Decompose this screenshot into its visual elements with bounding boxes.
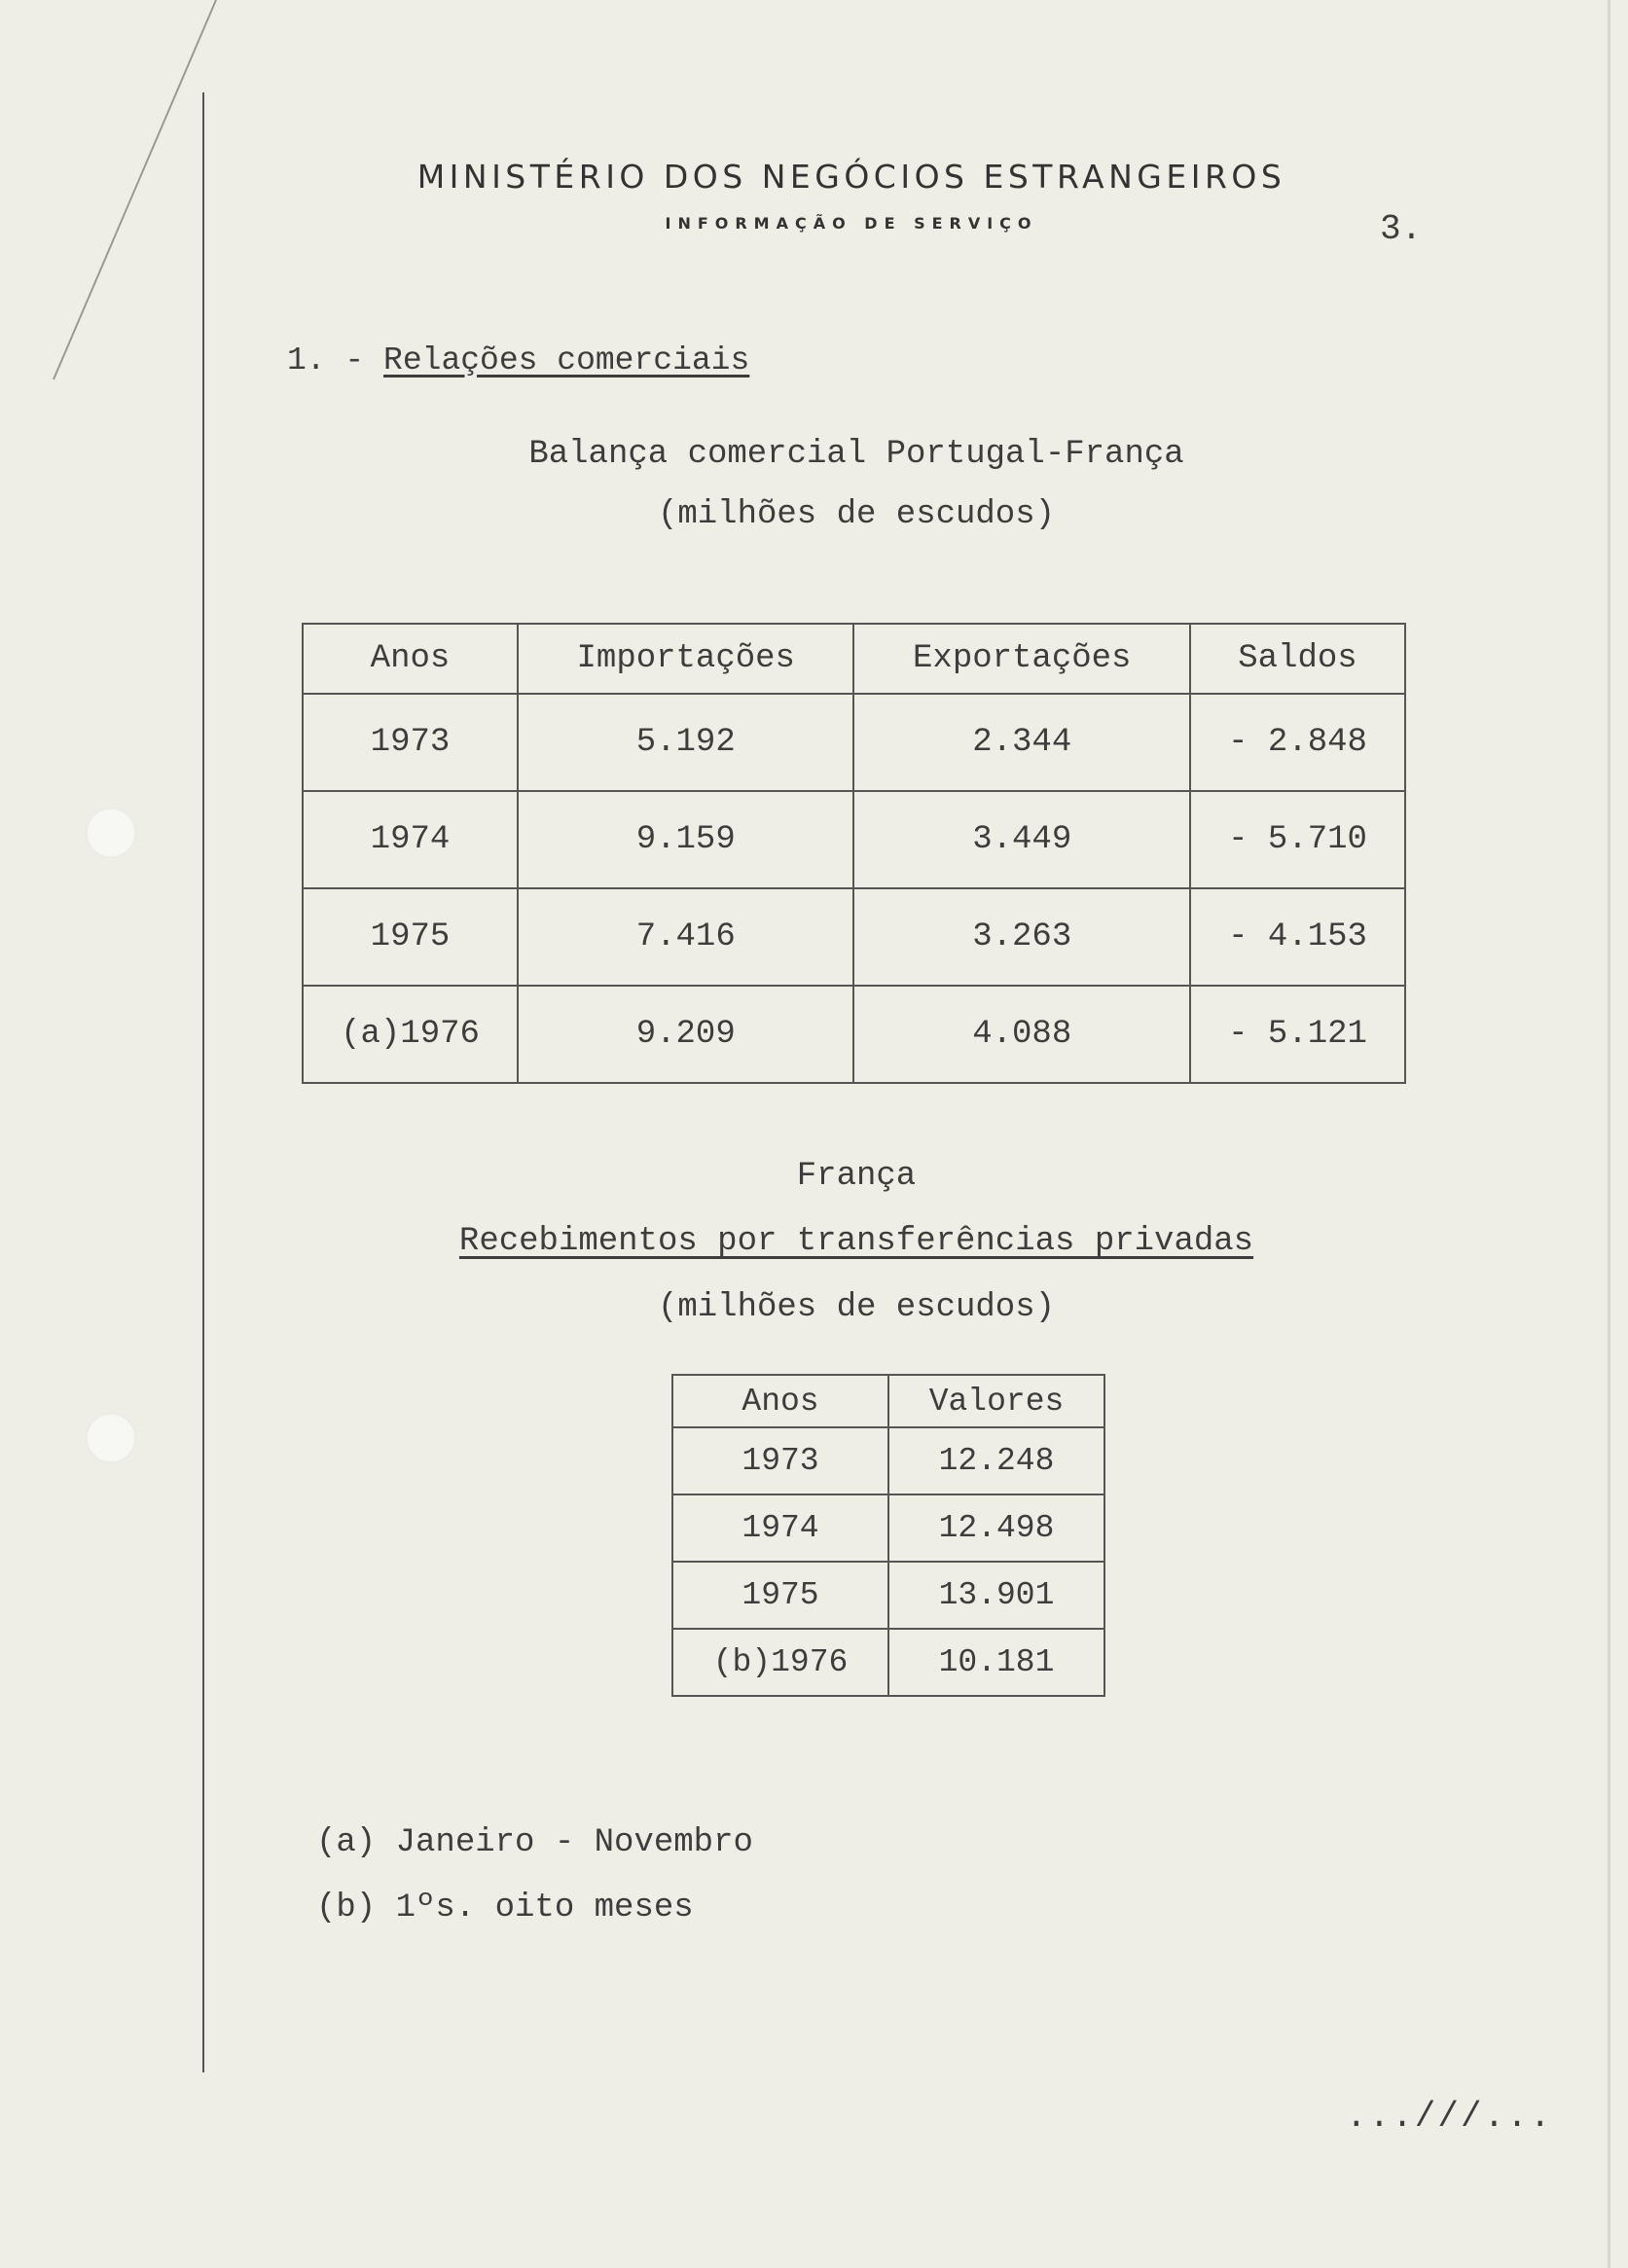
table-cell: 12.248	[888, 1427, 1104, 1494]
table-cell: 9.209	[518, 986, 854, 1083]
table-row	[303, 986, 1405, 1083]
table-cell: - 4.153	[1190, 888, 1405, 986]
table1-title: Balança comercial Portugal-França	[528, 436, 1184, 473]
table-cell: 5.192	[518, 694, 854, 791]
table-cell: 3.263	[853, 888, 1190, 986]
table-cell: 1974	[303, 791, 518, 888]
table-cell: - 2.848	[1190, 694, 1405, 791]
table-cell: 1975	[303, 888, 518, 986]
table-cell: 1973	[672, 1427, 888, 1494]
table-cell: 1975	[672, 1562, 888, 1629]
table-row	[672, 1562, 1104, 1629]
punch-hole-bottom	[86, 1413, 136, 1463]
table2-units: (milhões de escudos)	[657, 1289, 1056, 1326]
table-cell: - 5.121	[1190, 986, 1405, 1083]
punch-hole-top	[86, 808, 136, 858]
column-header: Exportações	[853, 624, 1190, 694]
table-cell: 4.088	[853, 986, 1190, 1083]
table-cell: 2.344	[853, 694, 1190, 791]
margin-rule	[202, 92, 204, 2072]
table-cell: 3.449	[853, 791, 1190, 888]
table-header-row	[672, 1375, 1104, 1427]
section-heading	[287, 342, 749, 378]
column-header: Valores	[888, 1375, 1104, 1427]
table-cell: 7.416	[518, 888, 854, 986]
continuation-mark: ...///...	[1346, 2097, 1553, 2137]
table-cell: 10.181	[888, 1629, 1104, 1696]
table-header-row	[303, 624, 1405, 694]
table2-title: França	[796, 1158, 917, 1195]
letterhead-ministry: MINISTÉRIO DOS NEGÓCIOS ESTRANGEIROS	[416, 158, 1286, 196]
footnote-b: (b) 1ºs. oito meses	[316, 1890, 694, 1926]
table1-units: (milhões de escudos)	[657, 496, 1056, 533]
table-row	[672, 1494, 1104, 1562]
trade-balance-table	[302, 623, 1406, 1084]
table-row	[303, 694, 1405, 791]
table-cell: 9.159	[518, 791, 854, 888]
table-row	[672, 1629, 1104, 1696]
table-cell: 1973	[303, 694, 518, 791]
table-cell: (a)1976	[303, 986, 518, 1083]
table2-subtitle: Recebimentos por transferências privadas	[458, 1223, 1254, 1260]
corner-fold-line	[0, 0, 234, 409]
table-row	[303, 791, 1405, 888]
table-cell: (b)1976	[672, 1629, 888, 1696]
column-header: Anos	[303, 624, 518, 694]
table-row	[672, 1427, 1104, 1494]
table-cell: 13.901	[888, 1562, 1104, 1629]
section-number: 1. -	[287, 342, 365, 378]
column-header: Importações	[518, 624, 854, 694]
letterhead-subtitle: INFORMAÇÃO DE SERVIÇO	[665, 214, 1038, 233]
table-row	[303, 888, 1405, 986]
page-number: 3.	[1380, 209, 1423, 249]
table-cell: 12.498	[888, 1494, 1104, 1562]
column-header: Saldos	[1190, 624, 1405, 694]
section-title: Relações comerciais	[383, 342, 750, 378]
table-cell: 1974	[672, 1494, 888, 1562]
page-edge	[1608, 0, 1610, 2268]
column-header: Anos	[672, 1375, 888, 1427]
footnote-a: (a) Janeiro - Novembro	[316, 1824, 753, 1861]
private-transfers-table	[671, 1374, 1105, 1697]
table-cell: - 5.710	[1190, 791, 1405, 888]
